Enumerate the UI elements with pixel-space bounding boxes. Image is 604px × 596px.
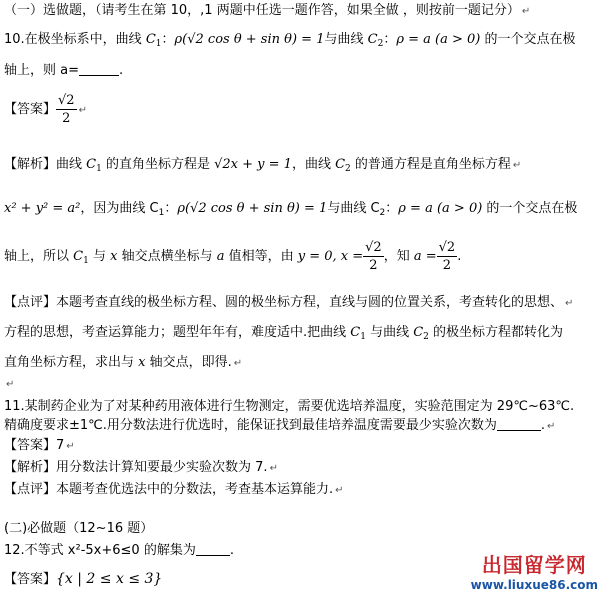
analysis-label: 【解析】 (4, 157, 57, 172)
section-heading-required (4, 520, 153, 538)
paragraph-mark-icon: ↵ (547, 421, 556, 432)
q10-text-c: 与曲线 (324, 32, 368, 47)
q11-text-b: 精确度要求±1℃.用分数法进行优选时，能保证找到最佳培养温度需要最少实验次数为 (4, 418, 497, 433)
section-heading-elective (4, 2, 530, 21)
curve-c1: $C_1$ (145, 32, 162, 49)
a-fraction: $\frac{√2}{2}$ (438, 240, 456, 273)
x-axis-var: x (110, 249, 118, 264)
comment-11: 【点评】本题考查优选法中的分数法，考查基本运算能力. ↵ (4, 482, 344, 497)
comment-label: 【点评】 (4, 295, 57, 310)
curve-c2: $C_2$ (367, 32, 384, 49)
q10-colon-2: ： (383, 32, 397, 47)
comment-10-line-3: 直角坐标方程，求出与 x 轴交点，即得. ↵ (4, 355, 243, 370)
question-11-line-1 (4, 398, 574, 416)
curve-c2-ref: $C_2$ (335, 157, 351, 174)
paragraph-mark-icon: ↵ (6, 379, 15, 390)
q12-text: 12.不等式 x²-5x+6≤0 的解集为 (4, 543, 196, 558)
watermark-logo-text: 出国留学网 (481, 553, 587, 577)
intersection-equation: y = 0, x = (297, 249, 364, 264)
paragraph-mark-icon: ↵ (335, 485, 344, 496)
answer-label: 【答案】 (4, 572, 57, 587)
paragraph-mark-icon: ↵ (233, 358, 243, 369)
question-12: 12.不等式 x²-5x+6≤0 的解集为 . (4, 543, 234, 558)
answer-11 (4, 437, 75, 456)
curve-c2-equation-repeat: ρ = a (a > 0) (398, 201, 483, 216)
paragraph-mark-icon: ↵ (269, 463, 278, 474)
circle-equation: x² + y² = a² (4, 201, 81, 216)
answer-12 (4, 568, 162, 591)
curve-c2-equation: ρ = a (a > 0) (396, 32, 481, 47)
a-var: a (216, 249, 225, 264)
paragraph-mark-icon: ↵ (512, 160, 522, 171)
answer-blank (79, 63, 119, 76)
intersection-fraction: $\frac{√2}{2}$ (365, 240, 382, 273)
q10-text-a: 10.在极坐标系中，曲线 (4, 32, 146, 47)
a-equation: a = (413, 249, 437, 264)
answer-fraction: $\frac{√2}{2}$ (58, 93, 75, 126)
analysis-11: 【解析】用分数法计算知要最少实验次数为 7. ↵ (4, 460, 278, 475)
q10-period: . (119, 63, 124, 78)
analysis-10-line-3: 轴上，所以 $C_1$ 与 x 轴交点横坐标与 a 值相等，由 y = 0, x = $\frac{√2}{2}$ ，知 a = $\frac{√2}{2}$ . (4, 240, 462, 273)
question-11-line-2: 精确度要求±1℃.用分数法进行优选时，能保证找到最佳培养温度需要最少实验次数为 . ↵ (4, 418, 556, 433)
site-watermark (471, 549, 598, 592)
answer-set: {x | 2 ≤ x ≤ 3} (56, 571, 163, 587)
paragraph-mark-icon: ↵ (565, 298, 574, 309)
analysis-label: 【解析】 (4, 460, 57, 475)
curve-c1-ref-2: $C_1$ (73, 249, 89, 266)
watermark-url: www.liuxue86.com (470, 578, 598, 592)
q10-text-e: 的一个交点在极 (480, 32, 576, 47)
q10-text-axis: 轴上，则 a= (4, 63, 79, 78)
q10-colon-1: ： (161, 32, 175, 47)
section-heading-text: （一）选做题，（请考生在第 10，,1 两题中任选一题作答，如果全做 ，则按前一题记分） (4, 3, 520, 18)
paragraph-mark-icon: ↵ (78, 105, 87, 116)
q11-text-a: 11.某制药企业为了对某种药用液体进行生物测定，需要优选培养温度，实验范围定为 29℃~63℃. (4, 399, 575, 414)
answer-label: 【答案】 (4, 438, 57, 453)
question-10-line-2 (4, 62, 123, 80)
paragraph-mark-icon: ↵ (521, 6, 531, 17)
curve-c1-ref: $C_1$ (86, 157, 102, 174)
comment-label: 【点评】 (4, 482, 57, 497)
answer-blank (497, 418, 541, 431)
paragraph-mark-icon: ↵ (66, 441, 75, 452)
answer-blank (196, 543, 230, 556)
curve-c1-equation: ρ(√2 cos θ + sin θ) = 1 (174, 32, 325, 47)
line-equation: √2x + y = 1 (214, 157, 292, 172)
analysis-10-line-2: x² + y² = a²，因为曲线 $C_1$：ρ(√2 cos θ + sin θ) = 1与曲线 $C_2$：ρ = a (a > 0) 的一个交点在极 (4, 201, 578, 218)
analysis-10-line-1: 【解析】曲线 $C_1$ 的直角坐标方程是 √2x + y = 1，曲线 $C_2$ 的普通方程是直角坐标方程 ↵ (4, 157, 522, 174)
answer-value: 7 (56, 438, 65, 453)
empty-paragraph (4, 375, 14, 394)
curve-c1-equation-repeat: ρ(√2 cos θ + sin θ) = 1 (177, 201, 328, 216)
section-heading-text: (二)必做题（12~16 题） (4, 521, 154, 536)
comment-10-line-1: 【点评】本题考查直线的极坐标方程、圆的极坐标方程，直线与圆的位置关系，考查转化的思想、 ↵ (4, 295, 574, 310)
answer-10 (4, 92, 87, 129)
answer-label: 【答案】 (4, 102, 57, 117)
question-10-line-1 (4, 31, 575, 53)
comment-10-line-2: 方程的思想，考查运算能力；题型年年有，难度适中.把曲线 $C_1$ 与曲线 $C_2$ 的极坐标方程都转化为 (4, 325, 564, 342)
